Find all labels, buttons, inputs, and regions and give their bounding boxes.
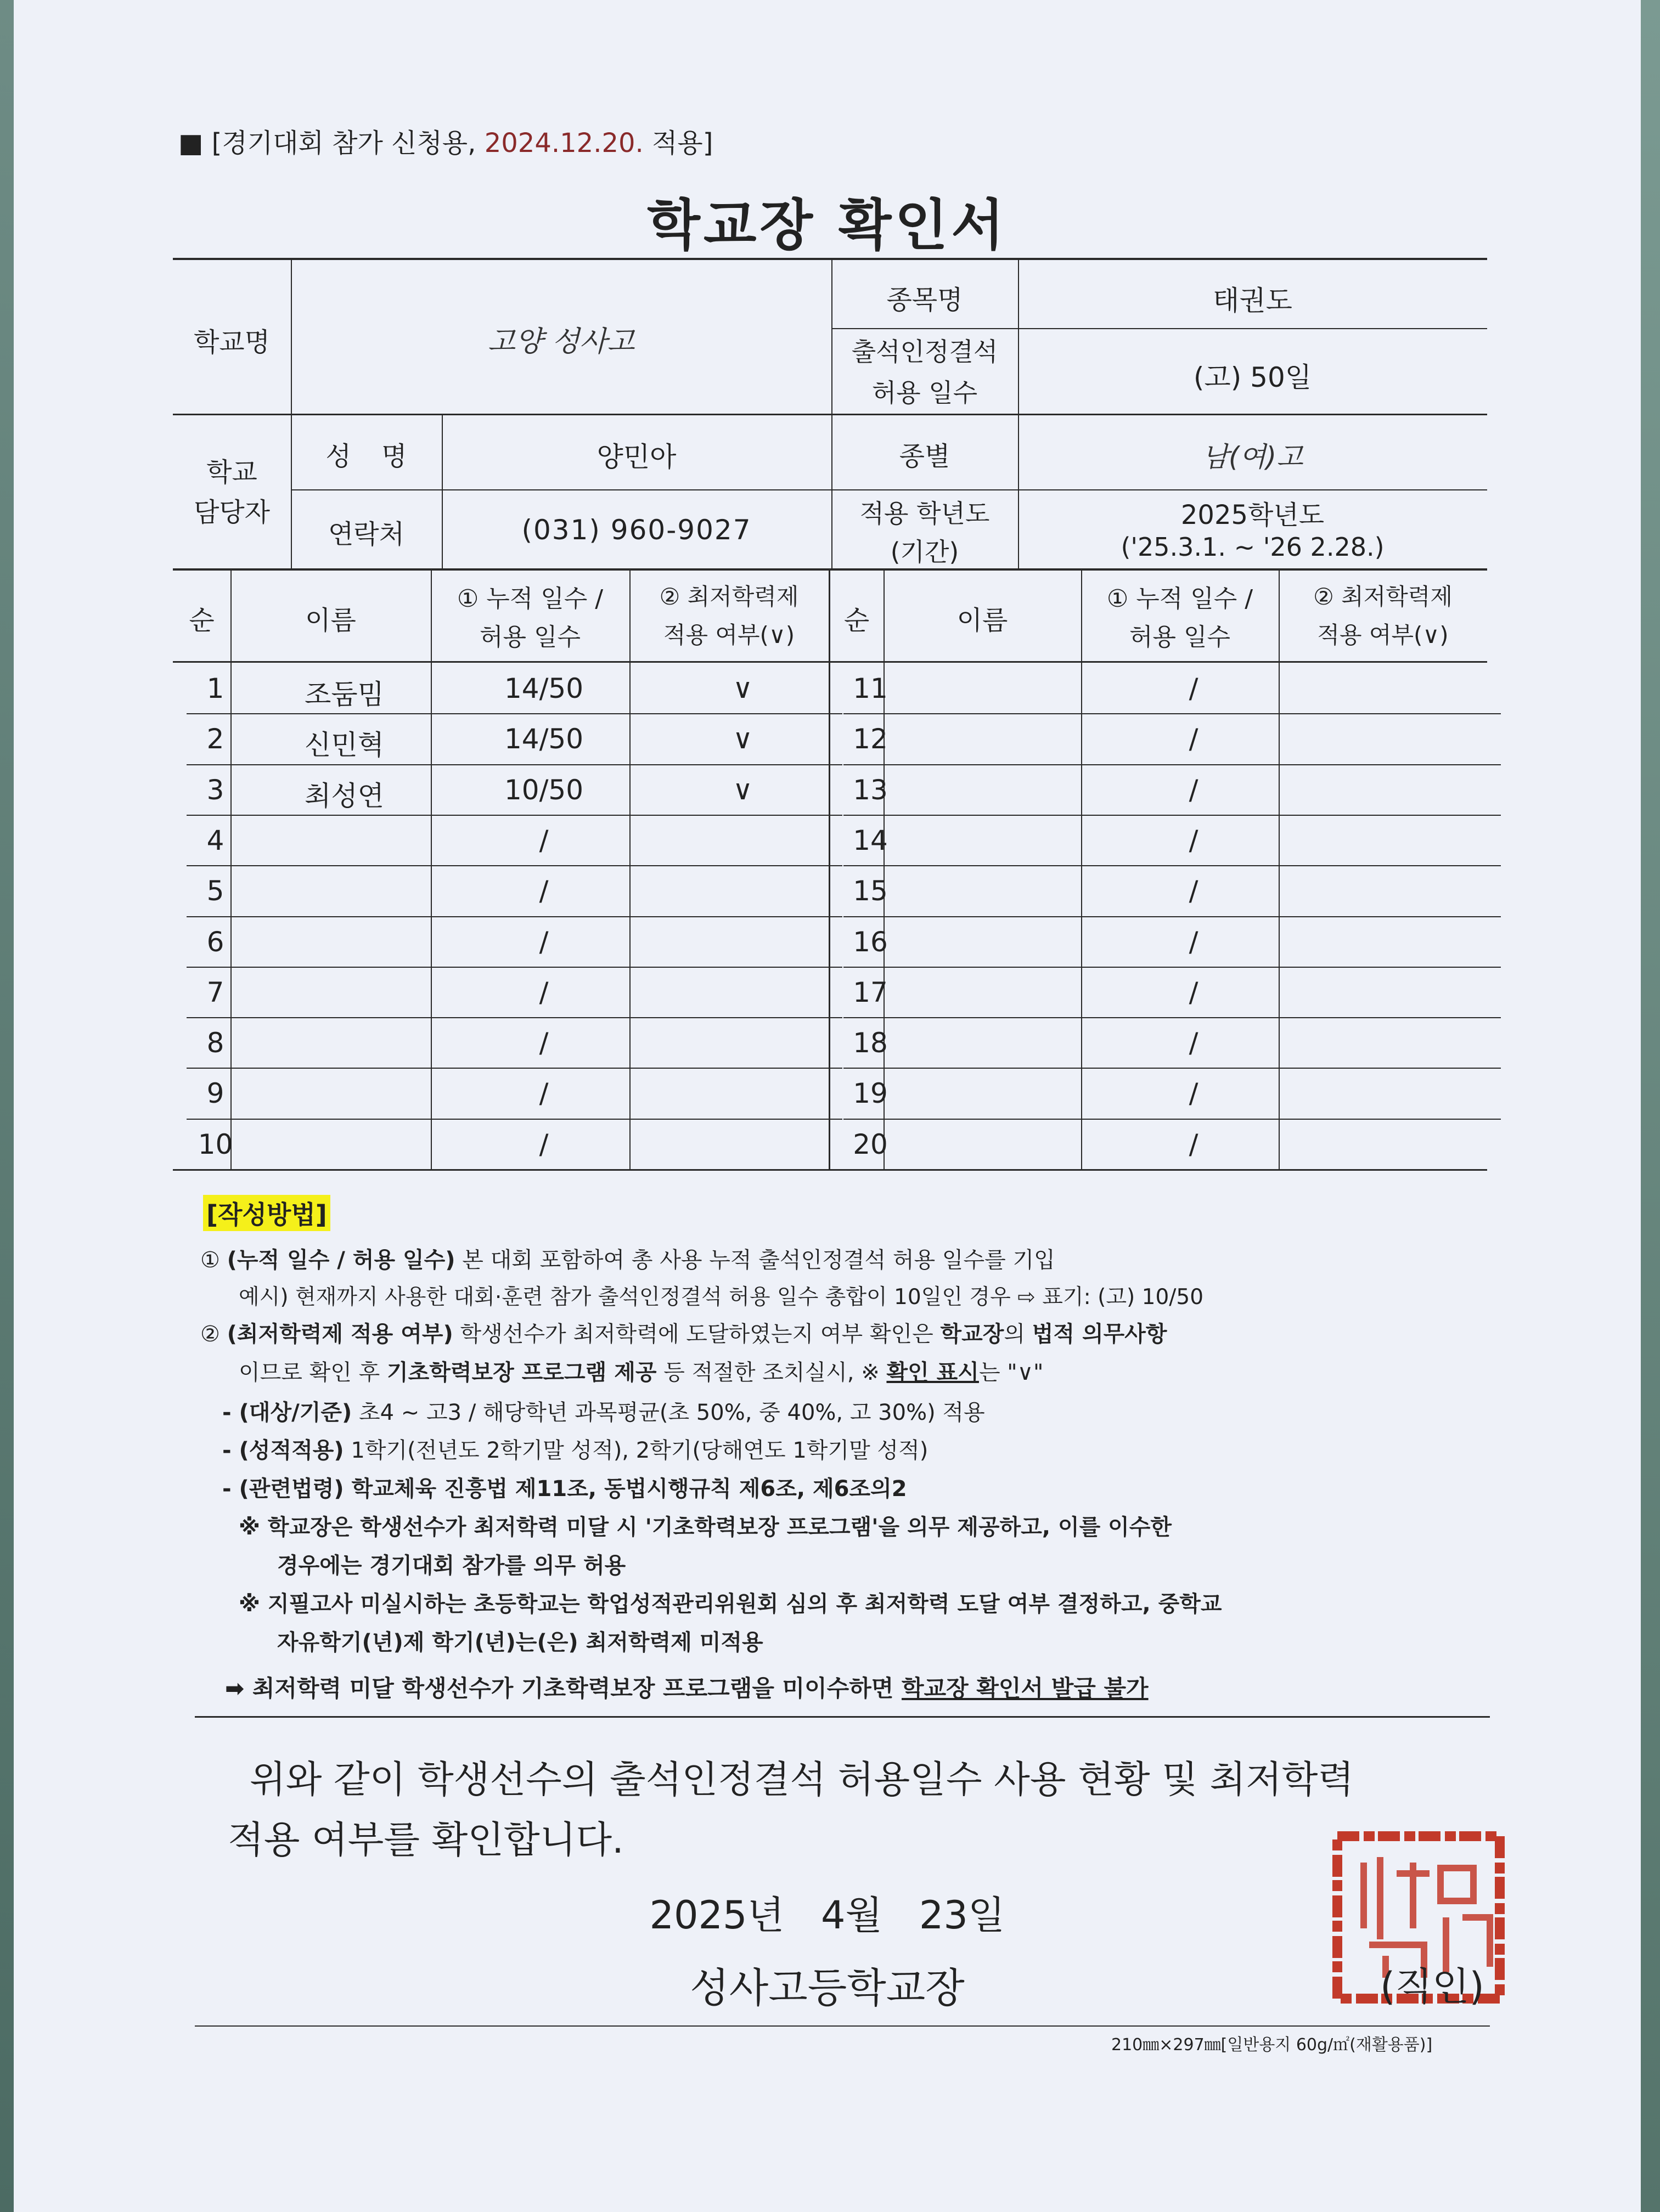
header-name-right: 이름 <box>956 605 1008 636</box>
school-label: 학교명 <box>193 327 271 358</box>
name-label: 성 명 <box>325 441 407 472</box>
school-value: 고양 성사고 <box>487 325 635 358</box>
year-label-1: 적용 학년도 <box>859 499 990 528</box>
table-center-divider <box>829 568 830 1171</box>
header-apply-right-1: ② 최저학력제 <box>1313 583 1453 610</box>
confirmation-date: 2025년 4월 23일 <box>649 1893 1005 1938</box>
cell-days: / <box>1189 976 1198 1008</box>
row-divider <box>187 713 842 714</box>
cell-no: 1 <box>206 673 224 704</box>
cell-days: 14/50 <box>504 723 584 755</box>
cell-no: 12 <box>853 723 888 755</box>
cell-days: / <box>1189 875 1198 907</box>
cell-days: / <box>1189 926 1198 958</box>
absence-label-2: 허용 일수 <box>871 378 978 408</box>
cell-days: / <box>1189 1077 1198 1110</box>
cell-no: 3 <box>206 774 224 806</box>
header-note: ■ [경기대회 참가 신청용, 2024.12.20. 적용] <box>178 128 713 159</box>
background-right <box>1641 0 1660 2212</box>
cell-no: 6 <box>206 926 224 958</box>
row-divider <box>187 1017 842 1018</box>
cell-apply: ∨ <box>733 723 753 755</box>
manager-label-1: 학교 <box>206 457 257 488</box>
row-divider <box>187 916 842 917</box>
row-divider <box>187 967 842 968</box>
instruction-item-1: ① (누적 일수 / 허용 일수) 본 대회 포함하여 총 사용 누적 출석인정결석 허용 일수를 기입 <box>200 1248 1055 1273</box>
row-divider <box>187 1119 842 1120</box>
cell-apply: ∨ <box>733 673 753 704</box>
gender-value: 남(여)고 <box>1202 441 1303 473</box>
row-divider <box>843 764 1501 765</box>
row-divider <box>843 1068 1501 1069</box>
instructions-divider <box>195 1716 1490 1718</box>
gender-label: 종별 <box>899 441 950 472</box>
instructions-heading: [작성방법] <box>203 1195 330 1231</box>
row-divider <box>843 713 1501 714</box>
contact-label: 연락처 <box>328 519 405 550</box>
row-divider <box>187 815 842 816</box>
header-date: 2024.12.20. <box>484 128 644 159</box>
cell-days: / <box>539 1128 549 1160</box>
row-divider <box>843 916 1501 917</box>
cell-no: 10 <box>198 1128 233 1160</box>
instruction-sub-target: - (대상/기준) 초4 ~ 고3 / 해당학년 과목평균(초 50%, 중 40%, 고 30%) 적용 <box>222 1400 985 1425</box>
header-name-left: 이름 <box>305 605 356 636</box>
row-divider <box>843 865 1501 866</box>
page-title: 학교장 확인서 <box>647 193 1008 257</box>
name-value: 양민아 <box>597 441 677 473</box>
cell-no: 8 <box>206 1027 224 1059</box>
sport-label: 종목명 <box>886 285 963 315</box>
manager-label-2: 담당자 <box>193 497 271 528</box>
instruction-sub-law: - (관련법령) 학교체육 진흥법 제11조, 동법시행규칙 제6조, 제6조의2 <box>222 1476 907 1502</box>
instruction-example: 예시) 현재까지 사용한 대회·훈련 참가 출석인정결석 허용 일수 총합이 10일인 경우 ⇨ 표기: (고) 10/50 <box>239 1285 1204 1310</box>
contact-value: (031) 960-9027 <box>521 514 752 546</box>
cell-no: 5 <box>206 875 224 907</box>
cell-no: 7 <box>206 976 224 1008</box>
cell-days: / <box>539 976 549 1008</box>
header-days-right-2: 허용 일수 <box>1129 623 1230 651</box>
instruction-note-1-line-2: 경우에는 경기대회 참가를 의무 허용 <box>277 1553 626 1578</box>
cell-name: 최성연 <box>305 780 384 812</box>
header-days-left-2: 허용 일수 <box>479 623 581 651</box>
year-value-2: ('25.3.1. ~ '26 2.28.) <box>1121 532 1385 562</box>
cell-days: / <box>539 875 549 907</box>
instruction-item-2-line-2: 이므로 확인 후 기초학력보장 프로그램 제공 등 적절한 조치실시, ※ 확인 표시는 "∨" <box>239 1360 1044 1385</box>
cell-days: 14/50 <box>504 673 584 704</box>
cell-days: / <box>1189 774 1198 806</box>
confirmation-line-2: 적용 여부를 확인합니다. <box>228 1819 624 1862</box>
cell-no: 14 <box>853 824 888 856</box>
table-bottom-line <box>173 1169 1487 1171</box>
cell-no: 9 <box>206 1077 224 1110</box>
cell-apply: ∨ <box>733 774 753 806</box>
cell-no: 18 <box>853 1027 888 1059</box>
row-divider <box>843 1017 1501 1018</box>
header-days-left-1: ① 누적 일수 / <box>457 585 604 613</box>
year-value-1: 2025학년도 <box>1180 500 1325 531</box>
cell-days: / <box>1189 824 1198 856</box>
row-divider <box>187 764 842 765</box>
header-apply-right-2: 적용 여부(∨) <box>1317 622 1449 648</box>
cell-name: 조둠밈 <box>305 679 384 710</box>
cell-days: / <box>1189 723 1198 755</box>
absence-value: (고) 50일 <box>1193 362 1312 393</box>
cell-days: 10/50 <box>504 774 584 806</box>
info-top-line <box>173 258 1487 260</box>
cell-days: / <box>1189 1128 1198 1160</box>
cell-no: 11 <box>853 673 888 704</box>
header-no-left: 순 <box>189 605 215 636</box>
cell-days: / <box>539 926 549 958</box>
cell-days: / <box>539 1077 549 1110</box>
confirmation-line-1: 위와 같이 학생선수의 출석인정결석 허용일수 사용 현황 및 최저학력 <box>250 1758 1354 1802</box>
cell-days: / <box>1189 1027 1198 1059</box>
sport-value: 태권도 <box>1213 285 1292 317</box>
cell-days: / <box>539 1027 549 1059</box>
cell-name: 신민혁 <box>305 729 384 761</box>
document-page <box>14 0 1641 2212</box>
instruction-sub-grades: - (성적적용) 1학기(전년도 2학기말 성적), 2학기(당해연도 1학기말 성적) <box>222 1438 929 1463</box>
row-divider <box>843 1119 1501 1120</box>
instruction-note-1-line-1: ※ 학교장은 학생선수가 최저학력 미달 시 '기초학력보장 프로그램'을 의무 제공하고, 이를 이수한 <box>239 1515 1172 1540</box>
cell-days: / <box>539 824 549 856</box>
signer-name: 성사고등학교장 <box>690 1965 965 2012</box>
instruction-note-2-line-1: ※ 지필고사 미실시하는 초등학교는 학업성적관리위원회 심의 후 최저학력 도달 여부 결정하고, 중학교 <box>239 1592 1222 1617</box>
header-apply-left-2: 적용 여부(∨) <box>663 622 795 648</box>
instruction-note-2-line-2: 자유학기(년)제 학기(년)는(은) 최저학력제 미적용 <box>277 1630 763 1655</box>
header-days-right-1: ① 누적 일수 / <box>1106 585 1253 613</box>
arrow-box-icon: ➡ <box>225 1675 245 1702</box>
cell-no: 2 <box>206 723 224 755</box>
paper-spec-footer: 210㎜×297㎜[일반용지 60g/㎡(재활용품)] <box>1111 2035 1433 2055</box>
cell-no: 17 <box>853 976 888 1008</box>
year-label-2: (기간) <box>890 537 959 567</box>
cell-no: 16 <box>853 926 888 958</box>
row-divider <box>187 1068 842 1069</box>
cell-no: 15 <box>853 875 888 907</box>
seal-label: (직인) <box>1380 1964 1484 2009</box>
cell-no: 19 <box>853 1077 888 1110</box>
cell-days: / <box>1189 673 1198 704</box>
instruction-item-2: ② (최저학력제 적용 여부) 학생선수가 최저학력에 도달하였는지 여부 확인은 학교장의 법적 의무사항 <box>200 1322 1167 1347</box>
bullet-square-icon: ■ <box>178 128 204 159</box>
absence-label-1: 출석인정결석 <box>851 337 998 366</box>
row-divider <box>187 865 842 866</box>
row-divider <box>843 967 1501 968</box>
warning-line: ➡ 최저학력 미달 학생선수가 기초학력보장 프로그램을 미이수하면 학교장 확인서 발급 불가 <box>225 1675 1149 1702</box>
row-divider <box>843 815 1501 816</box>
cell-no: 13 <box>853 774 888 806</box>
cell-no: 20 <box>853 1128 888 1160</box>
cell-no: 4 <box>206 824 224 856</box>
header-apply-left-1: ② 최저학력제 <box>659 583 799 610</box>
header-no-right: 순 <box>843 605 870 636</box>
